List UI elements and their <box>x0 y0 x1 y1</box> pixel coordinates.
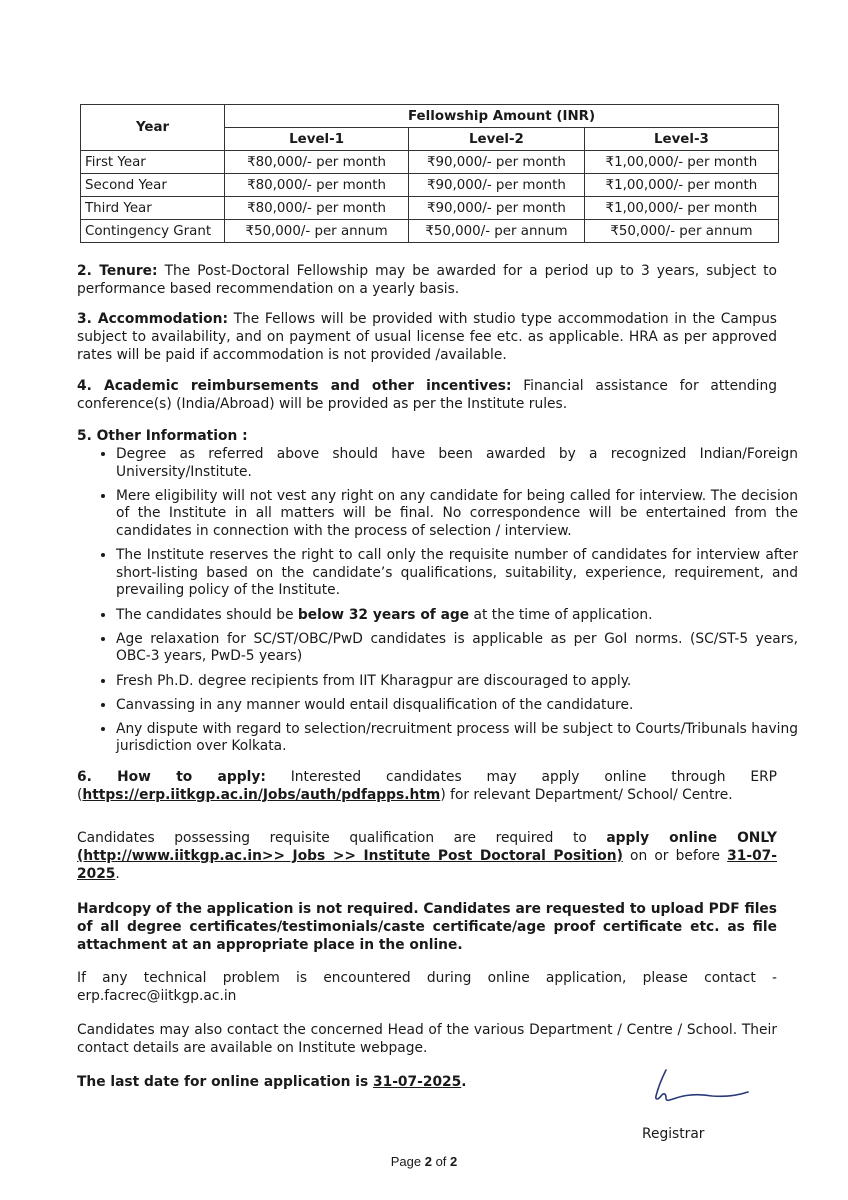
table-cell: ₹1,00,000/- per month <box>584 151 778 174</box>
level-3-header: Level-3 <box>584 128 778 151</box>
list-item: • Any dispute with regard to selection/recruitment process will be subject to Courts/Tribunals having jurisdiction over Kolkata. <box>116 721 798 756</box>
academic-section <box>77 377 777 413</box>
table-cell: ₹1,00,000/- per month <box>584 174 778 197</box>
tenure-section <box>77 262 777 298</box>
amount-header: Fellowship Amount (INR) <box>225 105 779 128</box>
table-row <box>81 174 779 197</box>
age-text-before: The candidates should be <box>116 606 298 623</box>
how-to-apply-section <box>77 768 777 804</box>
academic-heading: 4. Academic reimbursements and other incentives: <box>77 378 512 394</box>
table-cell: ₹50,000/- per annum <box>409 220 585 243</box>
table-cell: ₹90,000/- per month <box>409 174 585 197</box>
how-to-apply-text-after: ) for relevant Department/ School/ Centre. <box>440 787 733 803</box>
table-cell: ₹90,000/- per month <box>409 197 585 220</box>
accommodation-text: The Fellows will be provided with studio type accommodation in the Campus subject to availability, and on payment of usual license fee etc. as applicable. HRA as per approved rates will be paid if accommodation is not provided /available. <box>77 311 777 363</box>
hardcopy-text: Hardcopy of the application is not required. Candidates are requested to upload PDF files of all degree certificates/testimonials/caste certificate/age proof certificate etc. as file attachment at an appropriate place in the online. <box>77 901 777 953</box>
last-date-value: 31-07-2025 <box>373 1074 462 1090</box>
row-label: Contingency Grant <box>81 220 225 243</box>
page-total: 2 <box>450 1154 458 1169</box>
last-date-end: . <box>461 1074 467 1090</box>
level-1-header: Level-1 <box>225 128 409 151</box>
other-info-list <box>96 446 798 763</box>
list-item: • Canvassing in any manner would entail disqualification of the candidature. <box>116 697 798 715</box>
list-item: • Degree as referred above should have been awarded by a recognized Indian/Foreign University/Institute. <box>116 446 798 481</box>
table-row <box>81 151 779 174</box>
age-limit: below 32 years of age <box>297 606 470 623</box>
other-info-heading-text: 5. Other Information : <box>77 428 248 444</box>
table-cell: ₹80,000/- per month <box>225 197 409 220</box>
list-item: • Age relaxation for SC/ST/OBC/PwD candidates is applicable as per GoI norms. (SC/ST-5 years, OBC-3 years, PwD-5 years) <box>116 631 798 666</box>
table-header-row <box>81 105 779 128</box>
fellowship-table <box>80 104 779 243</box>
year-header: Year <box>81 105 225 151</box>
academic-text: Financial assistance for attending conference(s) (India/Abroad) will be provided as per the Institute rules. <box>77 378 777 412</box>
table-cell: ₹1,00,000/- per month <box>584 197 778 220</box>
signature-icon <box>636 1064 756 1114</box>
deadline-date: 31-07-2025 <box>77 848 778 882</box>
erp-link[interactable]: https://erp.iitkgp.ac.in/Jobs/auth/pdfapps.htm <box>82 787 441 803</box>
qualification-text-mid: on or before <box>622 848 728 864</box>
age-text-after: at the time of application. <box>469 606 653 623</box>
apply-online-only: apply online ONLY <box>606 830 777 846</box>
tenure-heading: 2. Tenure: <box>77 263 158 279</box>
page-of: of <box>431 1154 451 1169</box>
hardcopy-notice <box>77 900 777 954</box>
other-info-heading <box>77 427 777 445</box>
list-item: • Fresh Ph.D. degree recipients from IIT Kharagpur are discouraged to apply. <box>116 673 798 691</box>
row-label: Third Year <box>81 197 225 220</box>
table-cell: ₹50,000/- per annum <box>584 220 778 243</box>
how-to-apply-heading: 6. How to apply: <box>77 769 266 785</box>
how-to-apply-text: Interested candidates may apply online through ERP ( <box>77 769 777 803</box>
table-cell: ₹90,000/- per month <box>409 151 585 174</box>
list-item: • Mere eligibility will not vest any right on any candidate for being called for interview. The decision of the Institute in all matters will be final. No correspondence will be entertained from the candidates in connection with the process of selection / interview. <box>116 488 798 541</box>
level-2-header: Level-2 <box>409 128 585 151</box>
qualification-text: Candidates possessing requisite qualification are required to <box>77 830 607 846</box>
registrar-title: Registrar <box>642 1126 705 1142</box>
table-cell: ₹80,000/- per month <box>225 151 409 174</box>
row-label: First Year <box>81 151 225 174</box>
table-row <box>81 197 779 220</box>
last-date-text: The last date for online application is <box>77 1074 373 1090</box>
qualification-text-end: . <box>115 866 120 882</box>
table-row <box>81 220 779 243</box>
page-current: 2 <box>424 1154 432 1169</box>
contact-info: Candidates may also contact the concerned Head of the various Department / Centre / School. Their contact details are available on Institute webpage. <box>77 1022 777 1056</box>
accommodation-heading: 3. Accommodation: <box>77 311 228 327</box>
table-cell: ₹50,000/- per annum <box>225 220 409 243</box>
institute-link[interactable]: (http://www.iitkgp.ac.in>> Jobs >> Institute Post Doctoral Position) <box>77 848 623 864</box>
row-label: Second Year <box>81 174 225 197</box>
qualification-section <box>77 829 777 883</box>
table-cell: ₹80,000/- per month <box>225 174 409 197</box>
list-item <box>116 607 798 625</box>
technical-contact: If any technical problem is encountered during online application, please contact - erp.facrec@iitkgp.ac.in <box>77 970 777 1004</box>
tenure-text: The Post-Doctoral Fellowship may be awarded for a period up to 3 years, subject to performance based recommendation on a yearly basis. <box>77 263 777 297</box>
accommodation-section <box>77 310 777 364</box>
page-prefix: Page <box>390 1154 425 1169</box>
list-item: • The Institute reserves the right to call only the requisite number of candidates for interview after short-listing based on the candidate’s qualifications, suitability, experience, requirement, and prevailing policy of the Institute. <box>116 547 798 600</box>
page-number <box>0 1154 848 1169</box>
